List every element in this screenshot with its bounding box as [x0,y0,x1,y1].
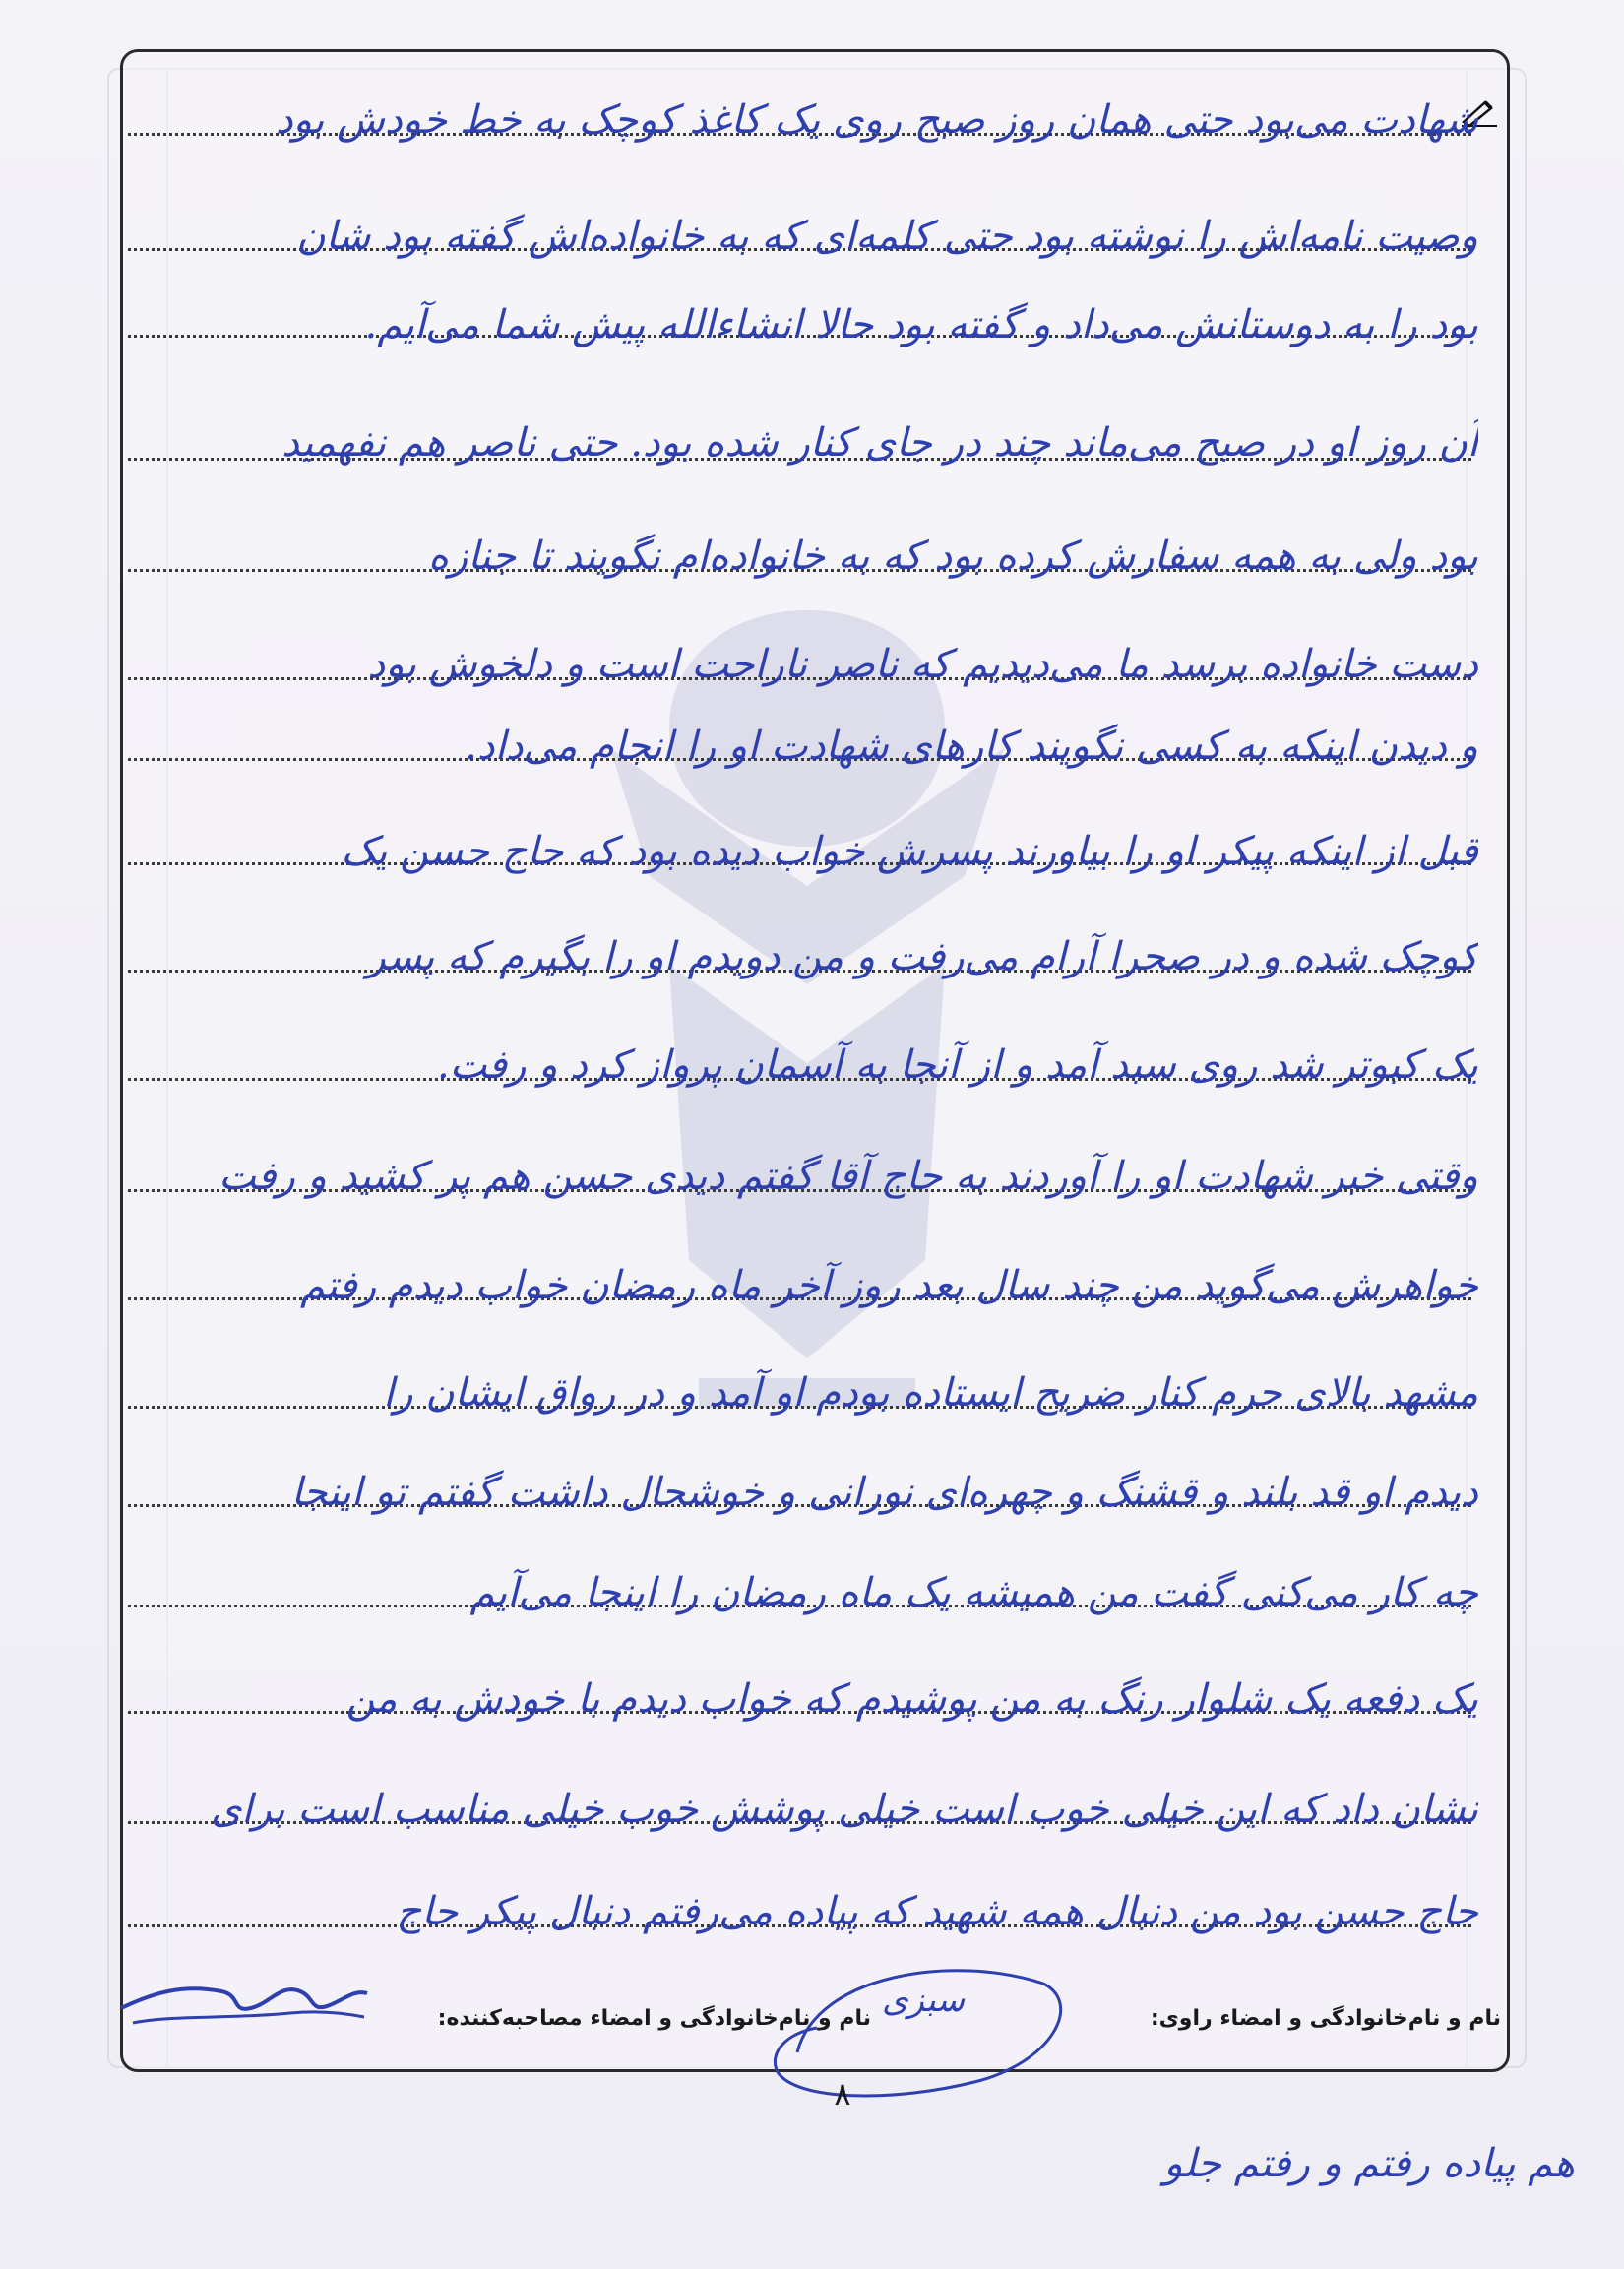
handwritten-line: خواهرش می‌گوید من چند سال بعد روز آخر ماه رمضان خواب دیدم رفتم [300,1263,1478,1308]
interviewer-signature: سبزی [881,1981,966,2020]
handwritten-line: بود ولی به همه سفارش کرده بود که به خانواده‌ام نگویند تا جنازه [427,534,1478,579]
handwritten-line: یک کبوتر شد روی سبد آمد و از آنجا به آسمان پرواز کرد و رفت. [436,1042,1478,1088]
handwritten-line: شهادت می‌بود حتی همان روز صبح روی یک کاغذ کوچک به خط خودش بود [275,97,1478,143]
narrator-signature [113,1954,374,2052]
interviewer-signature-label: نام و نام‌خانوادگی و امضاء مصاحبه‌کننده: [437,2006,871,2031]
handwritten-line: آن روز او در صبح می‌ماند چند در جای کنار شده بود. حتی ناصر هم نفهمید [281,420,1478,466]
handwritten-line: نشان داد که این خیلی خوب است خیلی پوشش خوب خیلی مناسب است برای [210,1787,1478,1832]
handwritten-line: حاج حسن بود من دنبال همه شهید که پیاده می‌رفتم دنبال پیکر حاج [396,1889,1478,1934]
handwritten-line: وصیت نامه‌اش را نوشته بود حتی کلمه‌ای که به خانواده‌اش گفته بود شان [296,214,1478,259]
handwritten-line: قبل از اینکه پیکر او را بیاورند پسرش خواب دیده بود که حاج حسن یک [341,829,1478,874]
bottom-handwritten-note: هم پیاده رفتم و رفتم جلو [1163,2141,1575,2186]
handwritten-line: چه کار می‌کنی گفت من همیشه یک ماه رمضان را اینجا می‌آیم [469,1570,1478,1615]
handwritten-line: کوچک شده و در صحرا آرام می‌رفت و من دویدم او را بگیرم که پسر [366,934,1478,979]
handwritten-line: بود را به دوستانش می‌داد و گفته بود حالا انشاءالله پیش شما می‌آیم. [364,302,1478,347]
handwritten-line: وقتی خبر شهادت او را آوردند به حاج آقا گفتم دیدی حسن هم پر کشید و رفت [219,1154,1478,1199]
narrator-signature-label: نام و نام‌خانوادگی و امضاء راوی: [1150,2006,1501,2031]
handwritten-line: دیدم او قد بلند و قشنگ و چهره‌ای نورانی و خوشحال داشت گفتم تو اینجا [290,1470,1478,1515]
handwritten-line: دست خانواده برسد ما می‌دیدیم که ناصر ناراحت است و دلخوش بود [367,642,1478,687]
handwritten-line: یک دفعه یک شلوار رنگ به من پوشیدم که خواب دیدم با خودش به من [345,1676,1478,1722]
page-number: ۸ [834,2075,851,2112]
handwritten-line: و دیدن اینکه به کسی نگویند کارهای شهادت او را انجام می‌داد. [465,724,1478,769]
handwritten-line: مشهد بالای حرم کنار ضریح ایستاده بودم او آمد و در رواق ایشان را [383,1370,1478,1416]
